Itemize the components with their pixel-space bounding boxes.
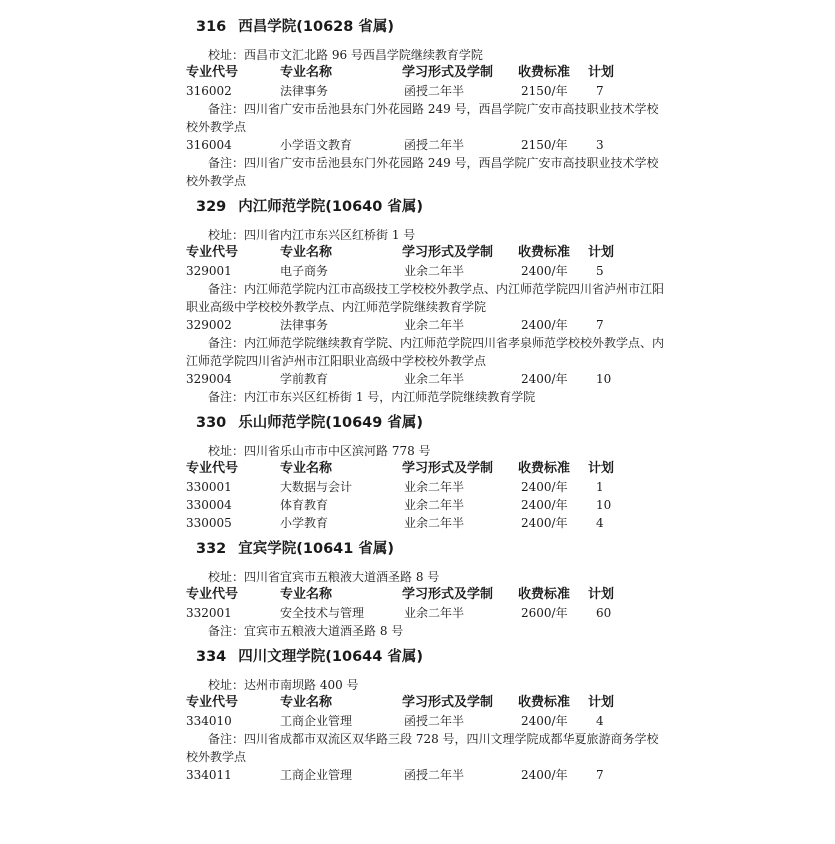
institution-code: 330 xyxy=(196,415,227,431)
cell-fee: 2150/年 xyxy=(521,138,568,152)
header-plan: 计划 xyxy=(588,461,615,476)
cell-code: 316004 xyxy=(186,138,232,152)
cell-code: 334011 xyxy=(186,768,232,782)
row-note: 备注：内江师范学院内江市高级技工学校校外教学点、内江师范学院四川省泸州市江阳职业高级中学校校外教学点、内江师范学院继续教育学院 xyxy=(186,282,665,314)
institution-name: 乐山师范学院(10649 省属) xyxy=(238,415,424,431)
header-plan: 计划 xyxy=(588,65,615,80)
cell-name: 学前教育 xyxy=(280,372,329,386)
institution-title xyxy=(196,536,666,566)
cell-name: 电子商务 xyxy=(280,264,329,278)
header-name: 专业名称 xyxy=(280,587,333,602)
table-row xyxy=(186,370,666,388)
table-row xyxy=(186,514,666,532)
cell-form: 业余二年半 xyxy=(404,318,465,332)
header-code: 专业代号 xyxy=(186,65,239,80)
header-fee: 收费标准 xyxy=(518,245,571,260)
header-form: 学习形式及学制 xyxy=(402,461,494,476)
row-note: 备注：四川省成都市双流区双华路三段 728 号，四川文理学院成都华夏旅游商务学校校外教学点 xyxy=(186,732,659,764)
cell-code: 334010 xyxy=(186,714,232,728)
table-header xyxy=(186,460,666,478)
table-row xyxy=(186,316,666,334)
cell-name: 体育教育 xyxy=(280,498,329,512)
header-fee: 收费标准 xyxy=(518,65,571,80)
cell-fee: 2400/年 xyxy=(521,318,568,332)
table-row xyxy=(186,766,666,784)
header-code: 专业代号 xyxy=(186,461,239,476)
header-code: 专业代号 xyxy=(186,245,239,260)
header-name: 专业名称 xyxy=(280,695,333,710)
row-note: 备注：宜宾市五粮液大道酒圣路 8 号 xyxy=(208,624,404,638)
table-header xyxy=(186,64,666,82)
header-name: 专业名称 xyxy=(280,245,333,260)
institution-address: 校址：四川省乐山市市中区滨河路 778 号 xyxy=(208,444,431,458)
cell-form: 函授二年半 xyxy=(404,768,465,782)
cell-name: 法律事务 xyxy=(280,84,329,98)
header-plan: 计划 xyxy=(588,587,615,602)
cell-form: 业余二年半 xyxy=(404,480,465,494)
row-note: 备注：四川省广安市岳池县东门外花园路 249 号，西昌学院广安市高技职业技术学校校外教学点 xyxy=(186,102,659,134)
table-row xyxy=(186,262,666,280)
table-row xyxy=(186,136,666,154)
institution-title xyxy=(196,410,666,440)
table-row xyxy=(186,604,666,622)
institution-section xyxy=(186,410,666,532)
cell-fee: 2400/年 xyxy=(521,372,568,386)
table-header xyxy=(186,694,666,712)
table-row xyxy=(186,478,666,496)
cell-plan: 10 xyxy=(596,372,612,386)
cell-plan: 7 xyxy=(596,318,604,332)
institution-code: 316 xyxy=(196,19,227,35)
institution-section xyxy=(186,194,666,406)
institution-name: 内江师范学院(10640 省属) xyxy=(238,199,424,215)
table-header xyxy=(186,244,666,262)
cell-plan: 10 xyxy=(596,498,612,512)
cell-plan: 7 xyxy=(596,768,604,782)
header-plan: 计划 xyxy=(588,695,615,710)
cell-code: 329002 xyxy=(186,318,232,332)
cell-name: 工商企业管理 xyxy=(280,714,353,728)
cell-name: 法律事务 xyxy=(280,318,329,332)
institution-title xyxy=(196,194,666,224)
institution-address: 校址：达州市南坝路 400 号 xyxy=(208,678,359,692)
cell-form: 业余二年半 xyxy=(404,498,465,512)
cell-code: 329004 xyxy=(186,372,232,386)
cell-fee: 2400/年 xyxy=(521,714,568,728)
cell-code: 330004 xyxy=(186,498,232,512)
cell-name: 工商企业管理 xyxy=(280,768,353,782)
cell-code: 329001 xyxy=(186,264,232,278)
table-row xyxy=(186,496,666,514)
institution-code: 332 xyxy=(196,541,227,557)
document-page xyxy=(186,14,666,784)
institution-section xyxy=(186,14,666,190)
cell-form: 业余二年半 xyxy=(404,372,465,386)
institution-name: 宜宾学院(10641 省属) xyxy=(238,541,395,557)
institution-name: 西昌学院(10628 省属) xyxy=(238,19,395,35)
row-note: 备注：内江市东兴区红桥街 1 号，内江师范学院继续教育学院 xyxy=(208,390,536,404)
row-note: 备注：四川省广安市岳池县东门外花园路 249 号，西昌学院广安市高技职业技术学校校外教学点 xyxy=(186,156,659,188)
header-fee: 收费标准 xyxy=(518,461,571,476)
institution-code: 334 xyxy=(196,649,227,665)
cell-plan: 3 xyxy=(596,138,604,152)
header-form: 学习形式及学制 xyxy=(402,65,494,80)
cell-plan: 1 xyxy=(596,480,604,494)
institution-section xyxy=(186,536,666,640)
cell-name: 小学语文教育 xyxy=(280,138,353,152)
header-code: 专业代号 xyxy=(186,695,239,710)
cell-plan: 7 xyxy=(596,84,604,98)
cell-fee: 2600/年 xyxy=(521,606,568,620)
header-form: 学习形式及学制 xyxy=(402,587,494,602)
cell-form: 函授二年半 xyxy=(404,714,465,728)
cell-plan: 60 xyxy=(596,606,612,620)
cell-plan: 4 xyxy=(596,714,604,728)
institution-code: 329 xyxy=(196,199,227,215)
institution-section xyxy=(186,644,666,784)
cell-code: 330005 xyxy=(186,516,232,530)
cell-fee: 2400/年 xyxy=(521,768,568,782)
cell-code: 330001 xyxy=(186,480,232,494)
header-form: 学习形式及学制 xyxy=(402,695,494,710)
cell-form: 函授二年半 xyxy=(404,84,465,98)
cell-fee: 2150/年 xyxy=(521,84,568,98)
cell-plan: 4 xyxy=(596,516,604,530)
cell-fee: 2400/年 xyxy=(521,264,568,278)
header-code: 专业代号 xyxy=(186,587,239,602)
cell-fee: 2400/年 xyxy=(521,498,568,512)
cell-code: 316002 xyxy=(186,84,232,98)
header-name: 专业名称 xyxy=(280,65,333,80)
institution-address: 校址：四川省宜宾市五粮液大道酒圣路 8 号 xyxy=(208,570,440,584)
institution-name: 四川文理学院(10644 省属) xyxy=(238,649,424,665)
row-note: 备注：内江师范学院继续教育学院、内江师范学院四川省孝泉师范学校校外教学点、内江师范学院四川省泸州市江阳职业高级中学校校外教学点 xyxy=(186,336,665,368)
cell-name: 大数据与会计 xyxy=(280,480,353,494)
table-row xyxy=(186,82,666,100)
table-row xyxy=(186,712,666,730)
header-plan: 计划 xyxy=(588,245,615,260)
cell-name: 安全技术与管理 xyxy=(280,606,365,620)
cell-form: 函授二年半 xyxy=(404,138,465,152)
header-name: 专业名称 xyxy=(280,461,333,476)
header-form: 学习形式及学制 xyxy=(402,245,494,260)
cell-form: 业余二年半 xyxy=(404,606,465,620)
cell-form: 业余二年半 xyxy=(404,516,465,530)
institution-address: 校址：四川省内江市东兴区红桥街 1 号 xyxy=(208,228,416,242)
institution-title xyxy=(196,644,666,674)
header-fee: 收费标准 xyxy=(518,587,571,602)
institution-address: 校址：西昌市文汇北路 96 号西昌学院继续教育学院 xyxy=(208,48,483,62)
header-fee: 收费标准 xyxy=(518,695,571,710)
cell-fee: 2400/年 xyxy=(521,516,568,530)
cell-form: 业余二年半 xyxy=(404,264,465,278)
cell-fee: 2400/年 xyxy=(521,480,568,494)
cell-plan: 5 xyxy=(596,264,604,278)
table-header xyxy=(186,586,666,604)
cell-name: 小学教育 xyxy=(280,516,329,530)
cell-code: 332001 xyxy=(186,606,232,620)
institution-title xyxy=(196,14,666,44)
